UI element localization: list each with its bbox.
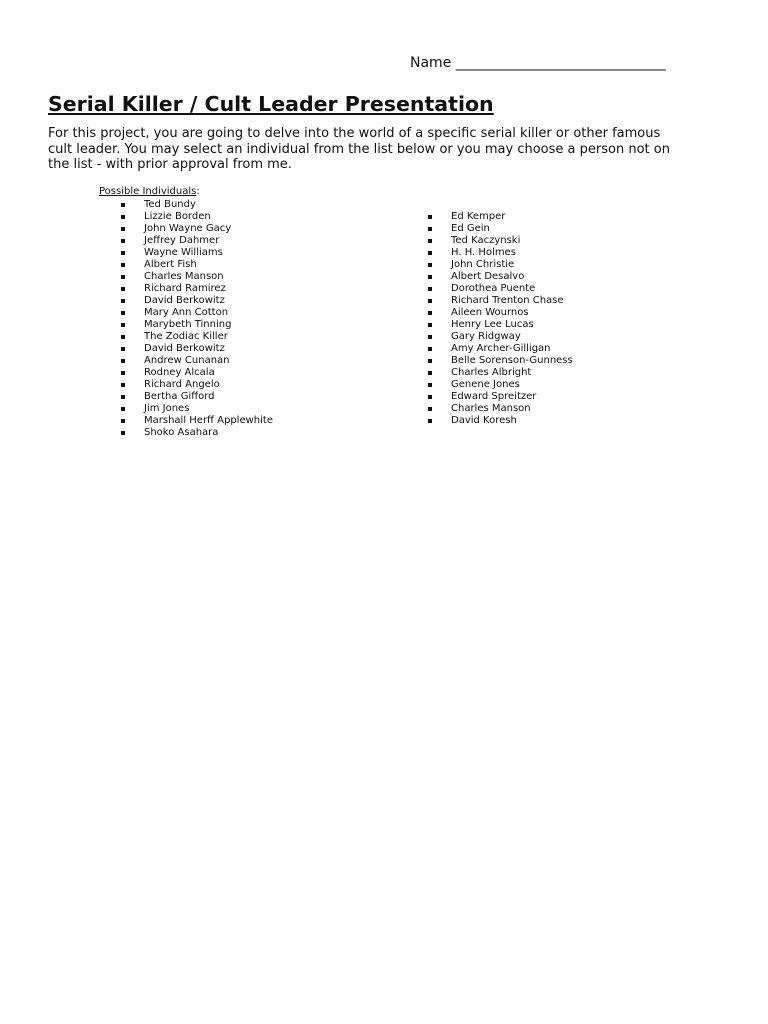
list-item-label: Ted Bundy	[144, 199, 196, 210]
list-item-label: Belle Sorenson-Gunness	[451, 355, 573, 366]
square-bullet-icon	[121, 287, 125, 291]
list-item-label: Ed Kemper	[451, 211, 506, 222]
list-item-label: Richard Angelo	[144, 379, 220, 390]
square-bullet-icon	[428, 239, 432, 243]
square-bullet-icon	[121, 203, 125, 207]
list-item-label: David Koresh	[451, 415, 517, 426]
list-item	[428, 211, 573, 223]
square-bullet-icon	[428, 359, 432, 363]
list-item	[428, 403, 573, 415]
square-bullet-icon	[428, 335, 432, 339]
list-item-label: Mary Ann Cotton	[144, 307, 229, 318]
list-item	[428, 343, 573, 355]
square-bullet-icon	[428, 419, 432, 423]
square-bullet-icon	[428, 311, 432, 315]
list-item-label: Henry Lee Lucas	[451, 319, 534, 330]
list-item-label: Richard Trenton Chase	[451, 295, 564, 306]
list-item-label: Dorothea Puente	[451, 283, 536, 294]
list-item	[121, 355, 273, 367]
list-item-label: Albert Desalvo	[451, 271, 525, 282]
list-item	[121, 307, 273, 319]
square-bullet-icon	[121, 239, 125, 243]
list-item	[121, 367, 273, 379]
square-bullet-icon	[121, 419, 125, 423]
list-item-label: Shoko Asahara	[144, 427, 219, 438]
square-bullet-icon	[428, 323, 432, 327]
square-bullet-icon	[428, 395, 432, 399]
list-item	[428, 223, 573, 235]
list-item-label: Andrew Cunanan	[144, 355, 230, 366]
square-bullet-icon	[121, 431, 125, 435]
list-item-label: Bertha Gifford	[144, 391, 215, 402]
list-item-label: John Christie	[451, 259, 515, 270]
list-item	[121, 391, 273, 403]
list-item	[121, 343, 273, 355]
list-item-label: Gary Ridgway	[451, 331, 521, 342]
list-item-label: David Berkowitz	[144, 295, 225, 306]
square-bullet-icon	[121, 275, 125, 279]
list-item	[121, 247, 273, 259]
square-bullet-icon	[428, 347, 432, 351]
list-item-label: Ed Gein	[451, 223, 490, 234]
list-item	[428, 331, 573, 343]
list-item	[121, 295, 273, 307]
square-bullet-icon	[121, 347, 125, 351]
list-item	[428, 355, 573, 367]
square-bullet-icon	[121, 323, 125, 327]
list-item-label: Albert Fish	[144, 259, 197, 270]
document-title: Serial Killer / Cult Leader Presentation	[48, 92, 494, 116]
right-column-list	[428, 211, 573, 427]
square-bullet-icon	[428, 299, 432, 303]
list-item	[121, 235, 273, 247]
square-bullet-icon	[428, 407, 432, 411]
list-item	[121, 427, 273, 439]
list-item	[121, 259, 273, 271]
square-bullet-icon	[428, 251, 432, 255]
list-item-label: Amy Archer-Gilligan	[451, 343, 551, 354]
square-bullet-icon	[121, 227, 125, 231]
square-bullet-icon	[428, 275, 432, 279]
list-item	[121, 283, 273, 295]
list-item	[428, 367, 573, 379]
square-bullet-icon	[121, 383, 125, 387]
list-item-label: David Berkowitz	[144, 343, 225, 354]
list-item-label: Charles Manson	[144, 271, 224, 282]
square-bullet-icon	[121, 311, 125, 315]
list-item-label: Marybeth Tinning	[144, 319, 232, 330]
square-bullet-icon	[428, 263, 432, 267]
list-item	[121, 271, 273, 283]
list-item-label: Jeffrey Dahmer	[144, 235, 220, 246]
student-name-field: Name ______________________________	[410, 55, 666, 71]
list-item	[121, 199, 273, 211]
list-item	[428, 271, 573, 283]
list-item-label: Charles Albright	[451, 367, 532, 378]
square-bullet-icon	[121, 359, 125, 363]
intro-paragraph: For this project, you are going to delve into the world of a specific serial killer or other famous cult leader. You may select an individual from the list below or you may choose a person not on the list - with prior approval from me.	[48, 126, 670, 172]
square-bullet-icon	[121, 335, 125, 339]
list-item	[428, 247, 573, 259]
list-item	[428, 307, 573, 319]
list-item	[428, 319, 573, 331]
list-item	[428, 235, 573, 247]
list-item-label: Edward Spreitzer	[451, 391, 537, 402]
square-bullet-icon	[428, 215, 432, 219]
list-item-label: Genene Jones	[451, 379, 520, 390]
list-item	[428, 295, 573, 307]
list-item-label: Aileen Wournos	[451, 307, 529, 318]
square-bullet-icon	[121, 299, 125, 303]
square-bullet-icon	[121, 395, 125, 399]
list-item	[121, 319, 273, 331]
list-item	[121, 379, 273, 391]
square-bullet-icon	[428, 287, 432, 291]
list-item	[121, 211, 273, 223]
left-column-list	[121, 199, 273, 439]
list-heading-colon: :	[196, 186, 200, 197]
list-item-label: Wayne Williams	[144, 247, 223, 258]
list-item	[121, 331, 273, 343]
list-item	[428, 415, 573, 427]
list-item-label: Ted Kaczynski	[451, 235, 521, 246]
list-item	[121, 223, 273, 235]
list-item-label: H. H. Holmes	[451, 247, 516, 258]
list-item-label: Jim Jones	[144, 403, 190, 414]
list-item-label: Rodney Alcala	[144, 367, 215, 378]
list-item	[428, 283, 573, 295]
square-bullet-icon	[121, 407, 125, 411]
list-item-label: Marshall Herff Applewhite	[144, 415, 273, 426]
square-bullet-icon	[121, 215, 125, 219]
list-item-label: Lizzie Borden	[144, 211, 211, 222]
list-item	[428, 391, 573, 403]
square-bullet-icon	[121, 251, 125, 255]
list-item-label: John Wayne Gacy	[144, 223, 232, 234]
list-item-label: The Zodiac Killer	[144, 331, 228, 342]
square-bullet-icon	[121, 263, 125, 267]
list-item-label: Charles Manson	[451, 403, 531, 414]
list-item-label: Richard Ramirez	[144, 283, 226, 294]
square-bullet-icon	[121, 371, 125, 375]
square-bullet-icon	[428, 383, 432, 387]
list-item	[428, 379, 573, 391]
square-bullet-icon	[428, 227, 432, 231]
list-item	[428, 259, 573, 271]
list-item	[121, 403, 273, 415]
list-item	[121, 415, 273, 427]
square-bullet-icon	[428, 371, 432, 375]
list-heading	[99, 186, 200, 198]
list-heading-label: Possible Individuals	[99, 186, 197, 197]
